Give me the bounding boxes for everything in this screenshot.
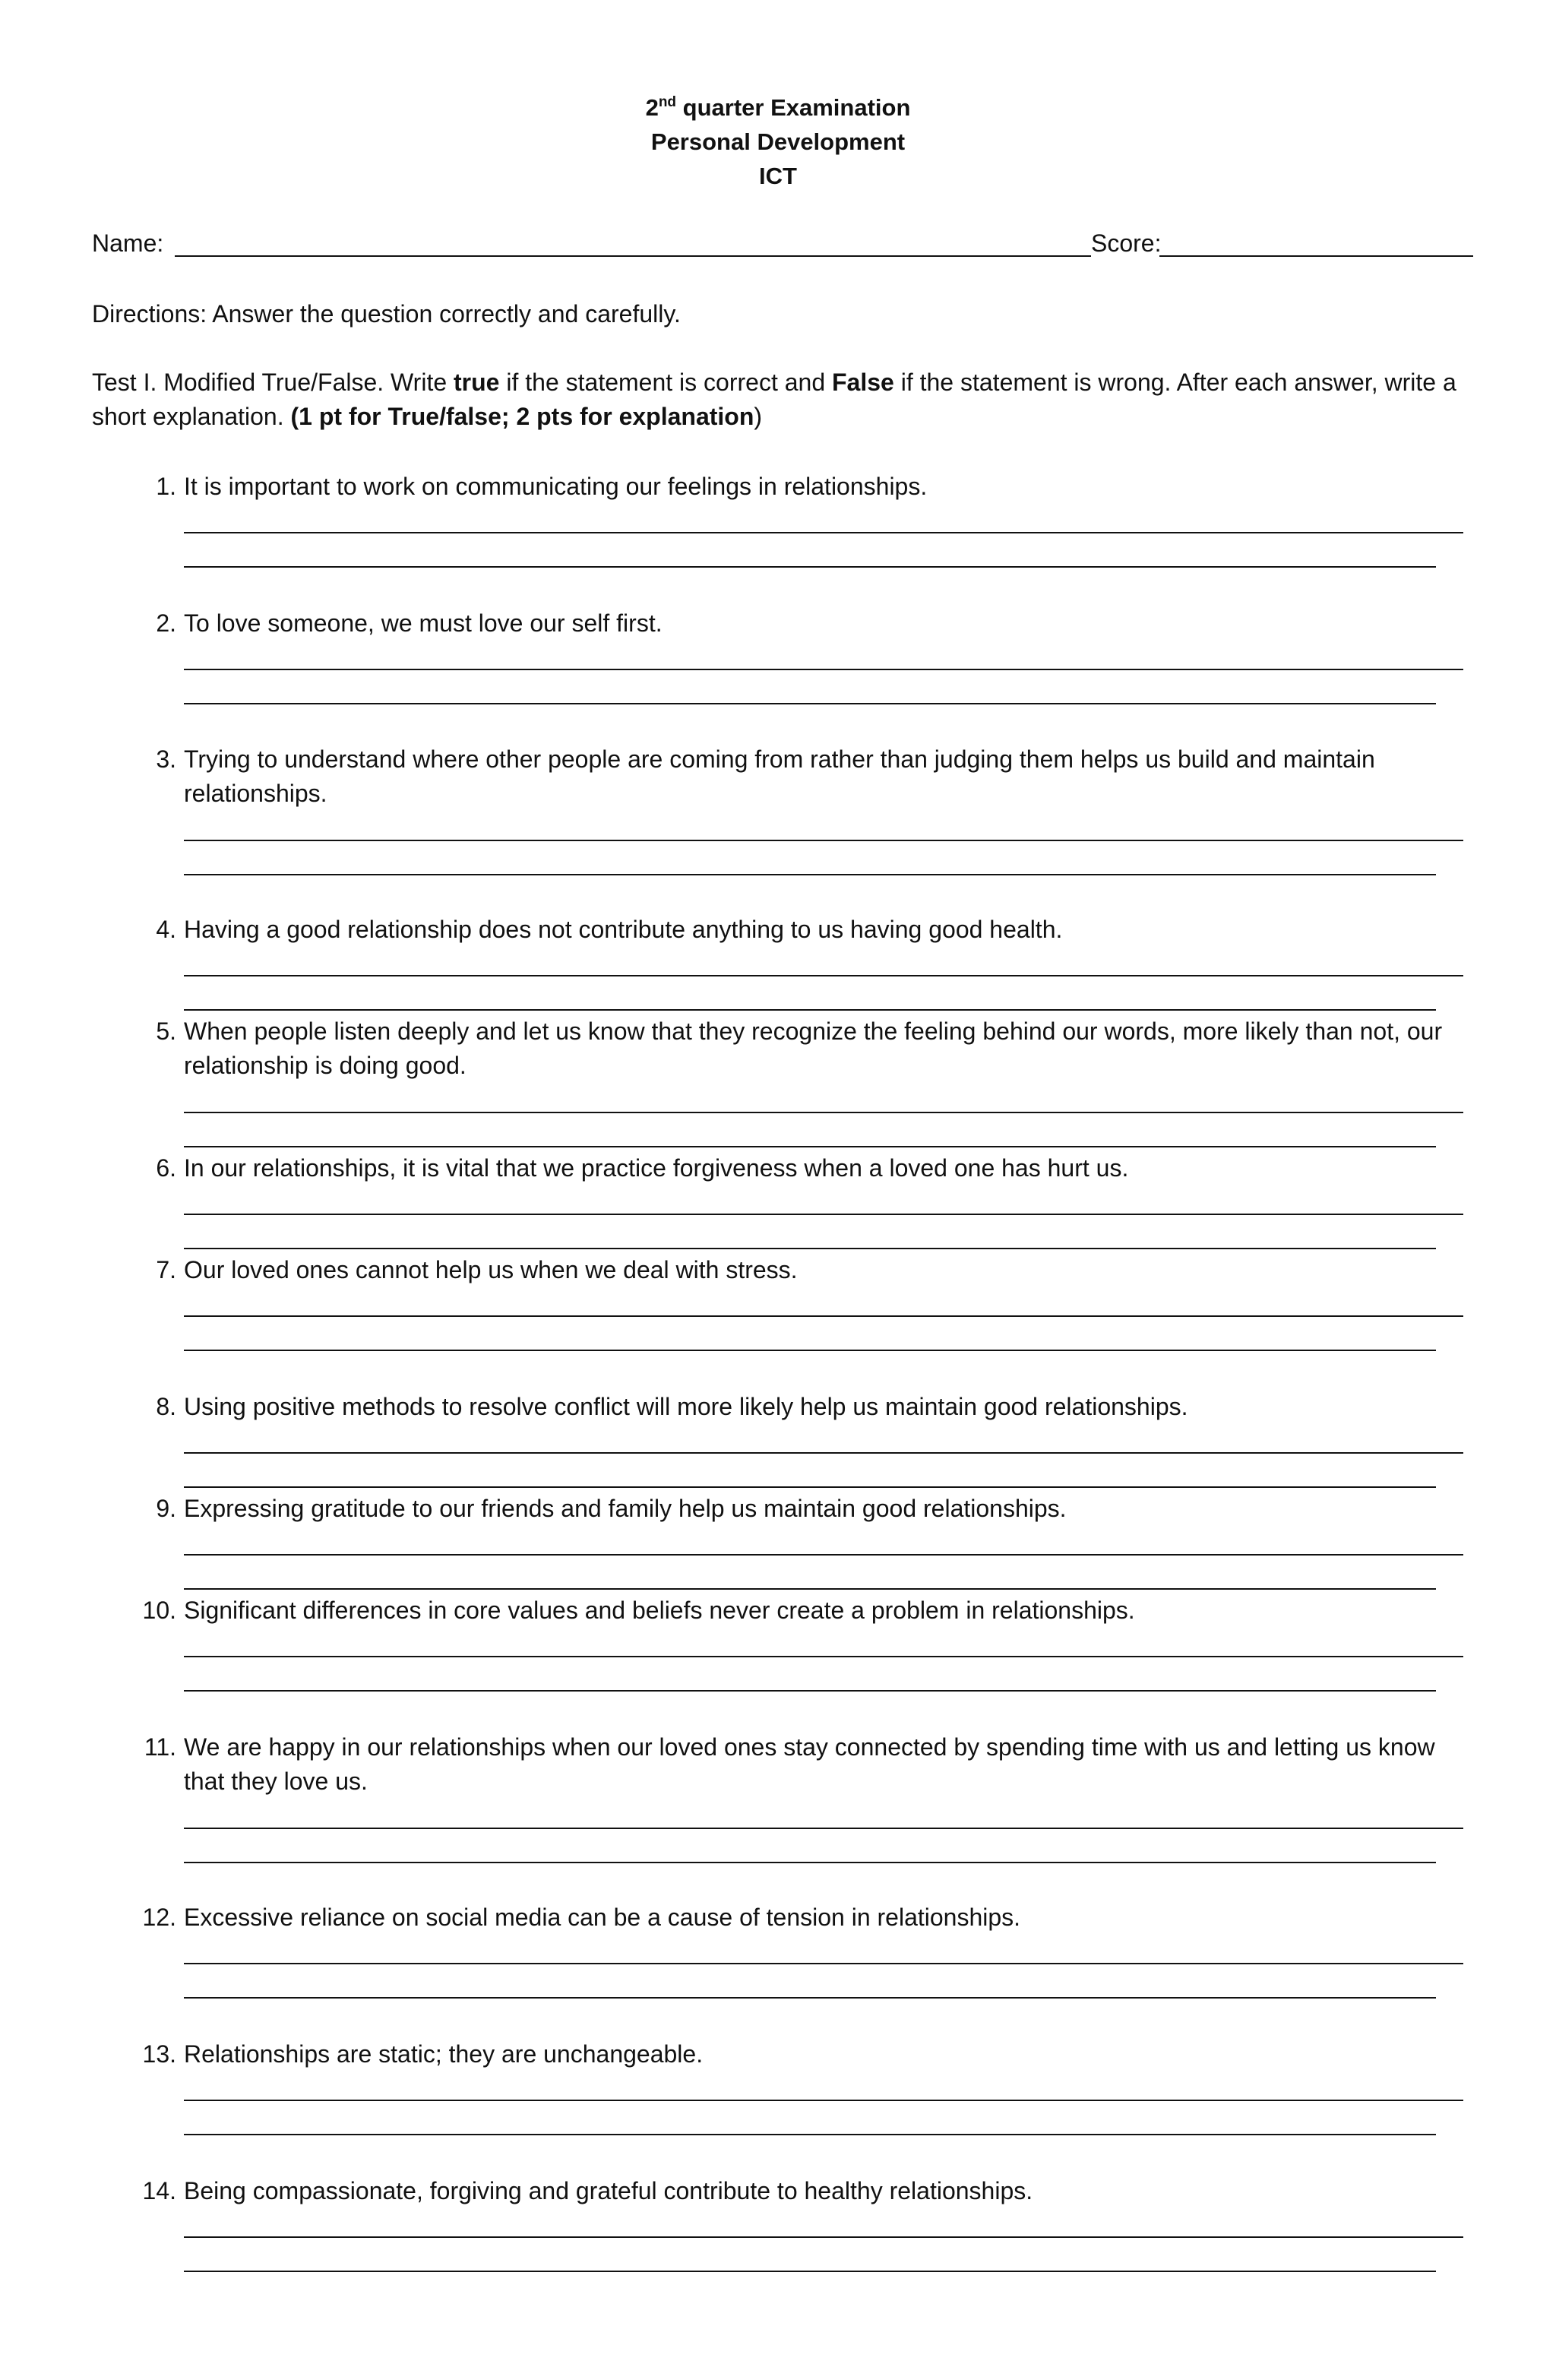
question-number: 13. (142, 2040, 176, 2068)
answer-line[interactable] (184, 1690, 1436, 1692)
question-number: 3. (156, 745, 176, 773)
answer-line[interactable] (184, 1997, 1436, 1999)
instructions-text: Test I. Modified True/False. Write (92, 369, 454, 396)
answer-line[interactable] (184, 874, 1436, 875)
answer-line[interactable] (184, 1112, 1463, 1113)
question-number: 9. (156, 1495, 176, 1522)
question-text: Using positive methods to resolve conflict will more likely help us maintain good relationships. (184, 1393, 1188, 1420)
answer-line[interactable] (184, 532, 1463, 533)
answer-line[interactable] (184, 1009, 1436, 1011)
question-number: 4. (156, 916, 176, 943)
question-number: 12. (142, 1904, 176, 1931)
title-superscript: nd (658, 94, 677, 110)
answer-line[interactable] (184, 1486, 1436, 1488)
answer-line[interactable] (184, 2271, 1436, 2272)
question-number: 7. (156, 1256, 176, 1283)
points-note: (1 pt for True/false; 2 pts for explanation (290, 403, 754, 430)
question-number: 6. (156, 1154, 176, 1182)
keyword-false: False (832, 369, 894, 396)
question-text: When people listen deeply and let us know that they recognize the feeling behind our words, more likely than not, our relationship is doing good. (184, 1018, 1443, 1079)
answer-line[interactable] (184, 1588, 1436, 1590)
question-text: Our loved ones cannot help us when we deal with stress. (184, 1256, 798, 1283)
question-text: In our relationships, it is vital that we practice forgiveness when a loved one has hurt us. (184, 1154, 1129, 1182)
title-text: quarter Examination (676, 94, 911, 121)
answer-line[interactable] (184, 1554, 1463, 1556)
answer-line[interactable] (184, 2236, 1463, 2238)
exam-title (0, 93, 1556, 123)
answer-line[interactable] (184, 1828, 1463, 1829)
answer-line[interactable] (184, 1656, 1463, 1657)
subject-title: Personal Development (650, 128, 906, 155)
answer-line[interactable] (184, 2134, 1436, 2135)
answer-line[interactable] (184, 1315, 1463, 1317)
question-text: It is important to work on communicating our feelings in relationships. (184, 473, 928, 500)
title-number: 2 (645, 94, 659, 121)
answer-line[interactable] (184, 1452, 1463, 1454)
answer-line[interactable] (184, 566, 1436, 568)
question-number: 10. (142, 1597, 176, 1624)
score-label: Score: (1091, 229, 1162, 257)
question-text: Being compassionate, forgiving and grateful contribute to healthy relationships. (184, 2177, 1033, 2204)
answer-line[interactable] (184, 1350, 1436, 1351)
question-number: 8. (156, 1393, 176, 1420)
answer-line[interactable] (184, 669, 1463, 670)
question-number: 5. (156, 1018, 176, 1045)
keyword-true: true (454, 369, 500, 396)
answer-line[interactable] (184, 840, 1463, 841)
instructions-text: if the statement is correct and (499, 369, 832, 396)
question-number: 14. (142, 2177, 176, 2204)
question-text: Having a good relationship does not contribute anything to us having good health. (184, 916, 1063, 943)
question-number: 11. (144, 1733, 176, 1761)
question-number: 1. (156, 473, 176, 500)
test-instructions (92, 366, 1460, 434)
name-blank[interactable] (175, 255, 1091, 257)
question-text: Excessive reliance on social media can be a cause of tension in relationships. (184, 1904, 1021, 1931)
score-blank[interactable] (1159, 255, 1473, 257)
question-text: To love someone, we must love our self first. (184, 609, 663, 637)
answer-line[interactable] (184, 1146, 1436, 1147)
instructions-text: if the statement is wrong. After each answer, write a short explanation. (92, 369, 1456, 430)
question-text: We are happy in our relationships when our loved ones stay connected by spending time with us and letting us know that they love us. (184, 1733, 1435, 1795)
instructions-text: ) (754, 403, 763, 430)
directions: Directions: Answer the question correctly and carefully. (92, 300, 681, 328)
name-label: Name: (92, 229, 164, 257)
strand-title: ICT (759, 163, 797, 189)
answer-line[interactable] (184, 1862, 1436, 1863)
question-text: Trying to understand where other people are coming from rather than judging them helps us build and maintain relationships. (184, 745, 1375, 807)
answer-line[interactable] (184, 1963, 1463, 1964)
answer-line[interactable] (184, 1214, 1463, 1215)
name-score-row (92, 226, 1460, 260)
question-text: Expressing gratitude to our friends and family help us maintain good relationships. (184, 1495, 1067, 1522)
answer-line[interactable] (184, 2100, 1463, 2101)
answer-line[interactable] (184, 1248, 1436, 1249)
answer-line[interactable] (184, 975, 1463, 976)
answer-line[interactable] (184, 703, 1436, 704)
question-number: 2. (156, 609, 176, 637)
question-text: Relationships are static; they are unchangeable. (184, 2040, 704, 2068)
question-text: Significant differences in core values and beliefs never create a problem in relationships. (184, 1597, 1135, 1624)
